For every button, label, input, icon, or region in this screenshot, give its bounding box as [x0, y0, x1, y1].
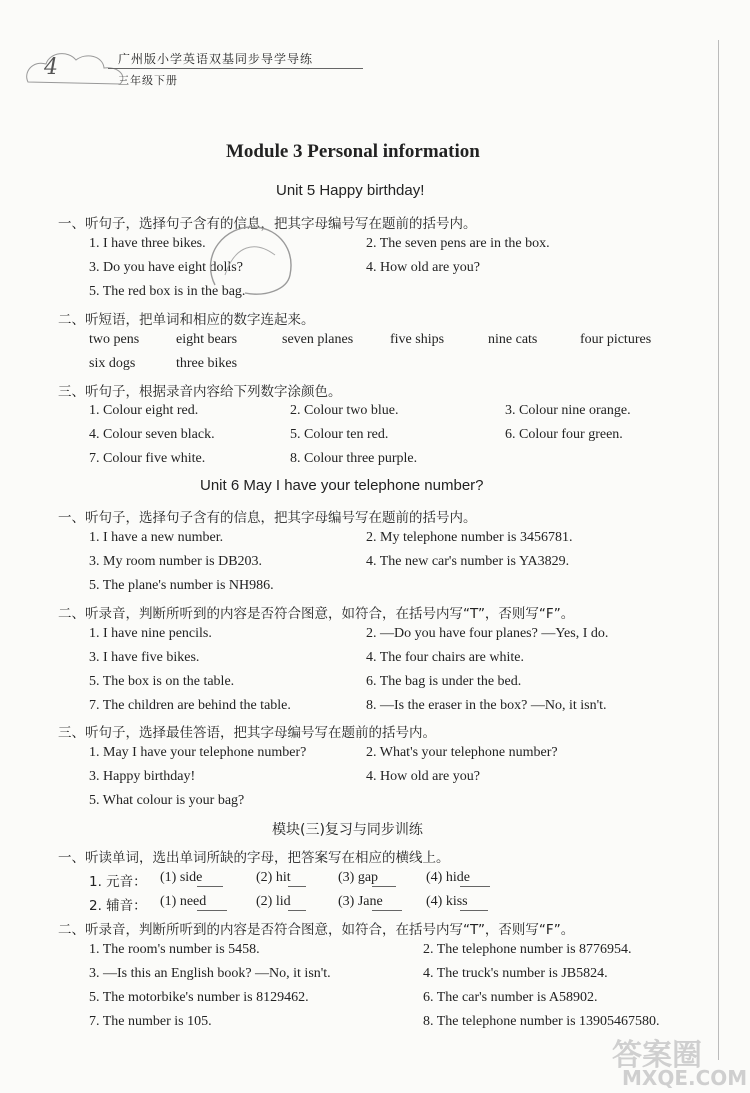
vowel-label: 1. 元音： [89, 874, 147, 890]
vowel-word: (2) hit [256, 870, 291, 885]
watermark-logo: 答案圈 [612, 1038, 702, 1073]
list-item: 4. How old are you? [366, 769, 480, 784]
module-title: Module 3 Personal information [226, 141, 480, 162]
list-item: 1. I have a new number. [89, 530, 224, 545]
list-item: 2. Colour two blue. [290, 403, 399, 418]
list-item: 6. The car's number is A58902. [423, 990, 598, 1005]
word: two pens [89, 332, 140, 347]
list-item: 4. The truck's number is JB5824. [423, 966, 608, 981]
word: eight bears [176, 332, 238, 347]
vowel-word: (1) side [160, 870, 203, 885]
list-item: 3. Do you have eight dolls? [89, 260, 243, 275]
grade-label: 三年级下册 [118, 74, 178, 87]
list-item: 5. The motorbike's number is 8129462. [89, 990, 309, 1005]
unit5-title: Unit 5 Happy birthday! [276, 182, 425, 199]
list-item: 5. Colour ten red. [290, 427, 389, 442]
list-item: 2. What's your telephone number? [366, 745, 558, 760]
list-item: 7. Colour five white. [89, 451, 206, 466]
u6-s2-instruction: 二、听录音，判断所听到的内容是否符合图意，如符合，在括号内写“T”，否则写“F”。 [58, 606, 575, 622]
list-item: 4. How old are you? [366, 260, 480, 275]
consonant-word: (2) lid [256, 894, 291, 909]
list-item: 5. The plane's number is NH986. [89, 578, 274, 593]
review-s1-instruction: 一、听读单词，选出单词所缺的字母，把答案写在相应的横线上。 [58, 850, 450, 866]
list-item: 2. The seven pens are in the box. [366, 236, 550, 251]
list-item: 3. Colour nine orange. [505, 403, 631, 418]
list-item: 6. Colour four green. [505, 427, 623, 442]
list-item: 2. The telephone number is 8776954. [423, 942, 632, 957]
word: six dogs [89, 356, 136, 371]
word: nine cats [488, 332, 538, 347]
word: four pictures [580, 332, 652, 347]
list-item: 1. May I have your telephone number? [89, 745, 307, 760]
word: seven planes [282, 332, 354, 347]
list-item: 3. —Is this an English book? —No, it isn't. [89, 966, 331, 981]
list-item: 6. The bag is under the bed. [366, 674, 522, 689]
list-item: 3. I have five bikes. [89, 650, 200, 665]
consonant-label: 2. 辅音： [89, 898, 147, 914]
list-item: 4. The new car's number is YA3829. [366, 554, 570, 569]
list-item: 5. What colour is your bag? [89, 793, 245, 808]
u6-s3-instruction: 三、听句子，选择最佳答语，把其字母编号写在题前的括号内。 [58, 725, 436, 741]
vowel-word: (3) gap [338, 870, 379, 885]
list-item: 8. —Is the eraser in the box? —No, it isn't. [366, 698, 607, 713]
list-item: 1. I have three bikes. [89, 236, 206, 251]
list-item: 7. The children are behind the table. [89, 698, 291, 713]
list-item: 3. Happy birthday! [89, 769, 196, 784]
vowel-word: (4) hide [426, 870, 470, 885]
list-item: 1. I have nine pencils. [89, 626, 212, 641]
pencil-scribble [195, 215, 305, 300]
consonant-word: (1) need [160, 894, 207, 909]
list-item: 5. The box is on the table. [89, 674, 235, 689]
list-item: 7. The number is 105. [89, 1014, 212, 1029]
list-item: 1. Colour eight red. [89, 403, 199, 418]
list-item: 3. My room number is DB203. [89, 554, 263, 569]
list-item: 8. The telephone number is 13905467580. [423, 1014, 660, 1029]
list-item: 2. My telephone number is 3456781. [366, 530, 573, 545]
u5-s3-instruction: 三、听句子，根据录音内容给下列数字涂颜色。 [58, 384, 342, 400]
list-item: 2. —Do you have four planes? —Yes, I do. [366, 626, 609, 641]
word: five ships [390, 332, 445, 347]
page-number: 4 [44, 55, 58, 80]
u6-s1-instruction: 一、听句子，选择句子含有的信息，把其字母编号写在题前的括号内。 [58, 510, 477, 526]
consonant-word: (4) kiss [426, 894, 468, 909]
list-item: 8. Colour three purple. [290, 451, 418, 466]
list-item: 5. The red box is in the bag. [89, 284, 246, 299]
review-s2-instruction: 二、听录音，判断所听到的内容是否符合图意，如符合，在括号内写“T”，否则写“F”。 [58, 922, 575, 938]
list-item: 4. Colour seven black. [89, 427, 215, 442]
watermark-url: MXQE.COM [622, 1066, 748, 1090]
u5-s2-instruction: 二、听短语，把单词和相应的数字连起来。 [58, 312, 315, 328]
list-item: 1. The room's number is 5458. [89, 942, 260, 957]
list-item: 4. The four chairs are white. [366, 650, 524, 665]
book-title: 广州版小学英语双基同步导学导练 [118, 52, 314, 66]
review-title: 模块(三)复习与同步训练 [272, 822, 423, 838]
word: three bikes [176, 356, 238, 371]
u5-s1-instruction: 一、听句子，选择句子含有的信息，把其字母编号写在题前的括号内。 [58, 216, 477, 232]
consonant-word: (3) Jane [338, 894, 383, 909]
page-edge [718, 40, 719, 1060]
unit6-title: Unit 6 May I have your telephone number? [200, 477, 484, 494]
